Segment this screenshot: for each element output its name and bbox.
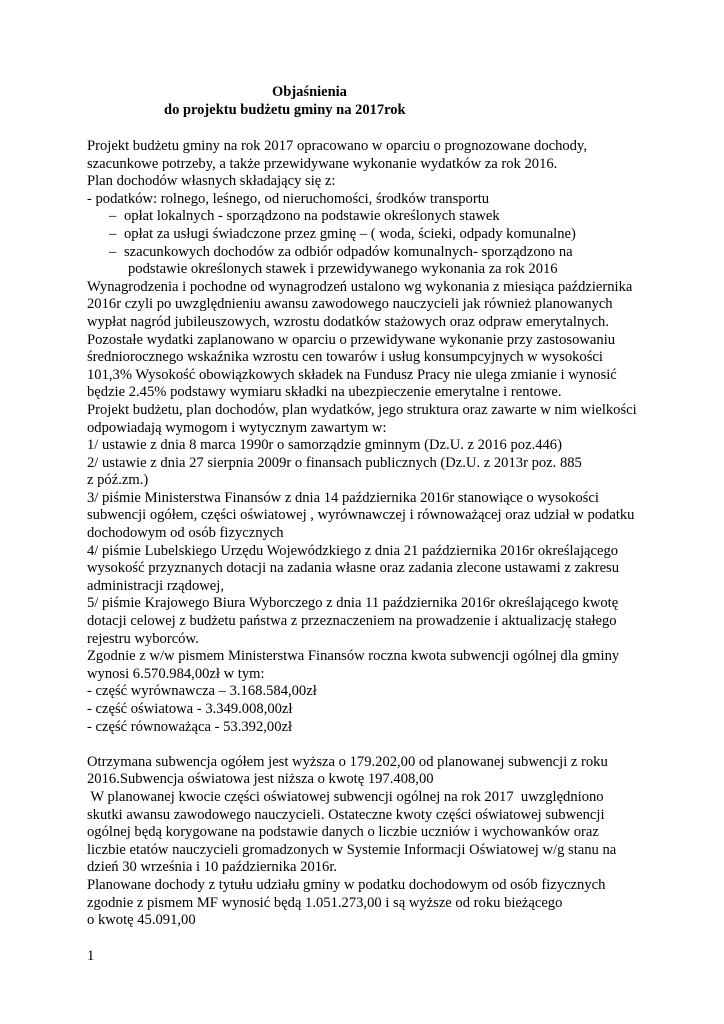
text-line: wynosi 6.570.984,00zł w tym: <box>87 665 265 682</box>
text-line: dochodowym od osób fizycznych <box>87 525 284 542</box>
dash-bullet: – <box>109 243 117 260</box>
text-line: Projekt budżetu, plan dochodów, plan wydatków, jego struktura oraz zawarte w nim wielkości <box>87 401 637 418</box>
text-line: 5/ piśmie Krajowego Biura Wyborczego z dnia 11 października 2016r określającego kwotę <box>87 595 619 612</box>
text-line: dzień 30 września i 10 października 2016r. <box>87 859 338 876</box>
dash-bullet: – <box>109 225 117 242</box>
text-line: W planowanej kwocie części oświatowej subwencji ogólnej na rok 2017 uwzględniono <box>87 788 604 805</box>
text-line: 2/ ustawie z dnia 27 sierpnia 2009r o finansach publicznych (Dz.U. z 2013r poz. 885 <box>87 454 582 471</box>
text-line: 2016r czyli po uwzględnieniu awansu zawodowego nauczycieli jak również planowanych <box>87 296 613 313</box>
text-line: szacunkowe potrzeby, a także przewidywane wykonanie wydatków za rok 2016. <box>87 155 558 172</box>
text-line: rejestru wyborców. <box>87 630 199 647</box>
page-number: 1 <box>87 948 95 964</box>
text-line: 3/ piśmie Ministerstwa Finansów z dnia 14 października 2016r stanowiące o wysokości <box>87 489 599 506</box>
text-line: o kwotę 45.091,00 <box>87 912 196 929</box>
text-line: Pozostałe wydatki zaplanowano w oparciu o przewidywane wykonanie przy zastosowaniu <box>87 331 616 348</box>
bullet-text: opłat za usługi świadczone przez gminę – ( woda, ścieki, odpady komunalne) <box>124 225 576 242</box>
bullet-item <box>87 208 687 226</box>
text-line: 1/ ustawie z dnia 8 marca 1990r o samorządzie gminnym (Dz.U. z 2016 poz.446) <box>87 437 562 454</box>
text-line: dotacji celowej z budżetu państwa z przeznaczeniem na prowadzenie i aktualizację stałego <box>87 613 617 630</box>
text-line: Planowane dochody z tytułu udziału gminy w podatku dochodowym od osób fizycznych <box>87 876 606 893</box>
text-line: - część oświatowa - 3.349.008,00zł <box>87 701 293 717</box>
paragraph-gap <box>87 736 687 754</box>
bullet-item <box>87 226 687 244</box>
document-body <box>87 138 687 930</box>
text-line: będzie 2.45% podstawy wymiaru składki na ubezpieczenie emerytalne i rentowe. <box>87 384 562 401</box>
text-line: Projekt budżetu gminy na rok 2017 opracowano w oparciu o prognozowane dochody, <box>87 138 587 154</box>
document-title: Objaśnienia <box>272 84 347 100</box>
text-line: Zgodnie z w/w pismem Ministerstwa Finansów roczna kwota subwencji ogólnej dla gminy <box>87 648 620 665</box>
text-line: Plan dochodów własnych składający się z: <box>87 173 336 190</box>
text-line: 4/ piśmie Lubelskiego Urzędu Wojewódzkiego z dnia 21 października 2016r określającego <box>87 542 619 559</box>
text-line: odpowiadają wymogom i wytycznym zawartym w: <box>87 419 387 436</box>
text-line: wypłat nagród jubileuszowych, wzrostu dodatków stażowych oraz odpraw emerytalnych. <box>87 313 609 330</box>
text-line: 2016.Subwencja oświatowa jest niższa o kwotę 197.408,00 <box>87 771 434 788</box>
text-line: liczbie etatów nauczycieli gromadzonych w Systemie Informacji Oświatowej w/g stanu na <box>87 841 617 858</box>
text-line: 101,3% Wysokość obowiązkowych składek na Fundusz Pracy nie ulega zmianie i wynosić <box>87 366 617 383</box>
text-line: Wynagrodzenia i pochodne od wynagrodzeń ustalono wg wykonania z miesiąca października <box>87 278 633 295</box>
text-line: średniorocznego wskaźnika wzrostu cen towarów i usług konsumpcyjnych w wysokości <box>87 349 603 366</box>
text-line: wysokość przyznanych dotacji na zadania własne oraz zadania zlecone ustawami z zakresu <box>87 560 620 577</box>
text-line: administracji rządowej, <box>87 577 224 594</box>
text-line: - część równoważąca - 53.392,00zł <box>87 718 293 735</box>
text-line: Otrzymana subwencja ogółem jest wyższa o 179.202,00 od planowanej subwencji z roku <box>87 753 608 770</box>
document-subtitle: do projektu budżetu gminy na 2017rok <box>164 102 406 118</box>
text-line: z póź.zm.) <box>87 472 149 489</box>
bullet-continuation: podstawie określonych stawek i przewidywanego wykonania za rok 2016 <box>128 261 558 278</box>
dash-bullet: – <box>109 208 117 225</box>
text-line: - podatków: rolnego, leśnego, od nieruchomości, środków transportu <box>87 190 490 207</box>
bullet-text: opłat lokalnych - sporządzono na podstawie określonych stawek <box>124 208 500 225</box>
bullet-item <box>87 244 687 262</box>
text-line: ogólnej będą korygowane na podstawie danych o liczbie uczniów i wychowanków oraz <box>87 824 599 841</box>
text-line: - część wyrównawcza – 3.168.584,00zł <box>87 683 317 700</box>
text-line: skutki awansu zawodowego nauczycieli. Ostateczne kwoty części oświatowej subwencji <box>87 806 605 823</box>
text-line: subwencji ogółem, części oświatowej , wyrównawczej i równoważącej oraz udział w podatku <box>87 507 635 524</box>
bullet-text: szacunkowych dochodów za odbiór odpadów komunalnych- sporządzono na <box>124 243 573 260</box>
text-line: zgodnie z pismem MF wynosić będą 1.051.273,00 i są wyższe od roku bieżącego <box>87 894 563 911</box>
